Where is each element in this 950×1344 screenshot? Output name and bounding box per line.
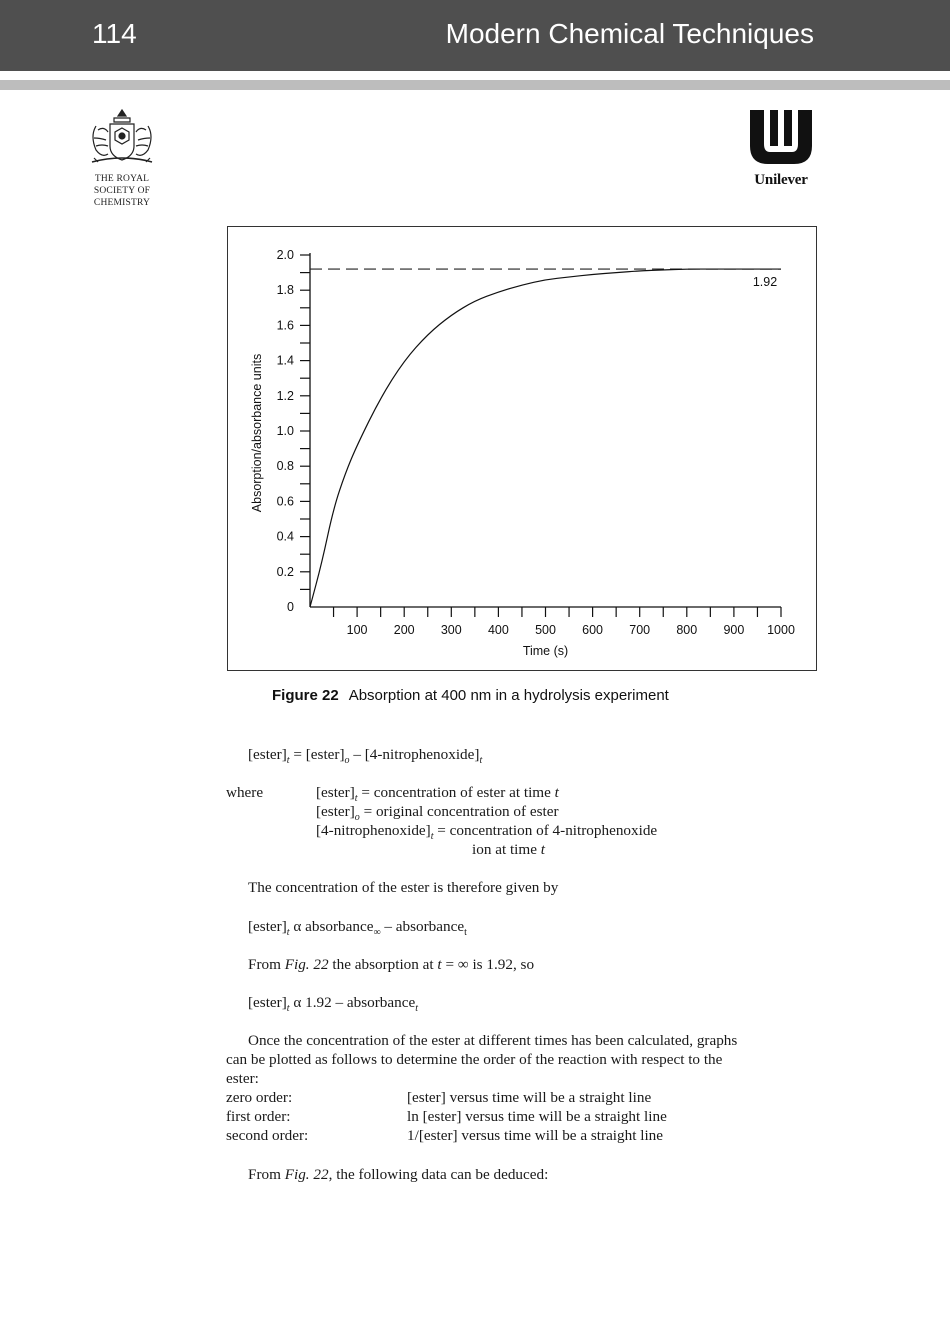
- x-axis-label: Time (s): [522, 644, 569, 658]
- y-tick-label: 1.4: [276, 353, 294, 368]
- where-label: where: [226, 784, 264, 801]
- equation-2: $[ester]_t$ α absorbance$_\infty$ – absorbance$_t$: [248, 918, 467, 938]
- x-tick-label: 600: [582, 623, 604, 637]
- chart-ticks: [277, 248, 795, 637]
- equation-3: $[ester]_t$ α 1.92 – absorbance$_t$: [248, 994, 418, 1014]
- paragraph-2-line-2: can be plotted as follows to determine the order of the reaction with respect to the: [226, 1051, 723, 1068]
- unilever-logo: [746, 108, 816, 189]
- figure-caption: [272, 687, 669, 704]
- definition-3: $[4-nitrophenoxide]_t$ = concentration of 4-nitrophenoxide: [316, 822, 658, 842]
- x-tick-label: 100: [346, 623, 368, 637]
- header-rule: [0, 80, 950, 90]
- figure-label: Figure 22: [272, 687, 339, 704]
- order-label-zero: zero order:: [226, 1089, 293, 1106]
- y-tick-label: 1.0: [276, 424, 294, 438]
- chart-series: [310, 269, 781, 607]
- rsc-wordmark: [84, 173, 160, 209]
- paragraph-2-line-3: ester:: [226, 1070, 259, 1087]
- rsc-crest-icon: [84, 106, 160, 168]
- x-tick-label: 900: [723, 623, 745, 637]
- closing-line: From Fig. 22, the following data can be deduced:: [248, 1166, 549, 1183]
- order-text-second: 1/[ester] versus time will be a straight line: [407, 1127, 664, 1144]
- x-tick-label: 1000: [767, 623, 795, 637]
- from-fig-line: From Fig. 22 the absorption at t = ∞ is 1.92, so: [248, 956, 535, 973]
- chart-svg: [228, 227, 816, 670]
- order-label-second: second order:: [226, 1127, 309, 1144]
- definition-1: $[ester]_t$ = concentration of ester at time t: [316, 784, 559, 804]
- x-tick-label: 400: [487, 623, 509, 637]
- x-tick-label: 700: [629, 623, 651, 637]
- y-axis-label: Absorption/absorbance units: [250, 353, 264, 513]
- y-tick-label: 0.4: [276, 529, 294, 544]
- definition-3-cont: ion at time t: [472, 841, 545, 858]
- y-tick-label: 1.6: [276, 318, 294, 333]
- y-tick-label: 1.8: [276, 283, 294, 298]
- y-tick-label: 0: [287, 600, 294, 614]
- page-header: [0, 0, 950, 71]
- x-tick-label: 200: [393, 623, 415, 637]
- series-line: [310, 269, 781, 607]
- rsc-line-3: CHEMISTRY: [93, 198, 151, 208]
- y-tick-label: 2.0: [276, 248, 294, 262]
- figure-caption-text: Absorption at 400 nm in a hydrolysis experiment: [348, 687, 669, 704]
- rsc-line-2: SOCIETY OF: [93, 186, 151, 196]
- order-text-first: ln [ester] versus time will be a straight line: [407, 1108, 667, 1125]
- rsc-line-1: THE ROYAL: [94, 174, 150, 184]
- y-tick-label: 1.2: [276, 388, 294, 403]
- y-tick-label: 0.8: [276, 459, 294, 474]
- asymptote-label: 1.92: [752, 275, 778, 290]
- chart-axes: [310, 253, 781, 607]
- page-number: 114: [92, 18, 137, 49]
- rsc-logo: [84, 106, 160, 209]
- y-tick-label: 0.2: [276, 564, 294, 579]
- paragraph-2-line-1: Once the concentration of the ester at different times has been calculated, graphs: [248, 1032, 738, 1049]
- y-tick-label: 0.6: [276, 494, 294, 509]
- order-label-first: first order:: [226, 1108, 291, 1125]
- unilever-name: Unilever: [754, 172, 808, 188]
- book-title: Modern Chemical Techniques: [445, 18, 814, 49]
- unilever-u-icon: [748, 108, 814, 166]
- x-tick-label: 500: [535, 623, 556, 637]
- x-tick-label: 300: [440, 623, 462, 637]
- figure-22-chart: [227, 226, 817, 671]
- order-text-zero: [ester] versus time will be a straight line: [407, 1089, 652, 1106]
- x-tick-label: 800: [676, 623, 698, 637]
- definition-2: $[ester]_o$ = original concentration of ester: [316, 803, 559, 823]
- paragraph-1: The concentration of the ester is therefore given by: [248, 879, 559, 896]
- equation-1: $[ester]_t$ = $[ester]_o$ – $[4-nitrophenoxide]_t$: [248, 746, 483, 766]
